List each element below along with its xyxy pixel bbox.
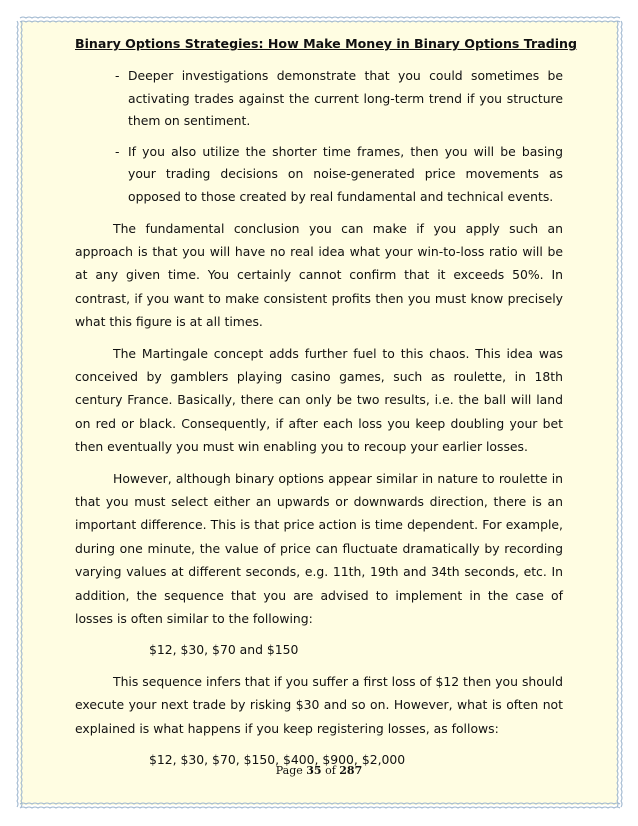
sequence-line: $12, $30, $70, $150, $400, $900, $2,000 <box>149 752 406 768</box>
bullet-item <box>75 141 563 209</box>
document-title: Binary Options Strategies: How Make Money in Binary Options Trading <box>75 36 578 51</box>
document-body <box>75 33 578 780</box>
paragraph: The Martingale concept adds further fuel to this chaos. This idea was conceived by gamblers playing casino games, such as roulette, in 18th century France. Basically, there can only be two results, i.e. the ball will land on red or black. Consequently, if after each loss you keep doubling your bet then eventually you must win enabling you to recoup your earlier losses. <box>75 345 563 455</box>
paragraph: However, although binary options appear similar in nature to roulette in that you must select either an upwards or downwards direction, there is an important difference. This is that price action is time dependent. For example, during one minute, the value of price can fluctuate dramatically by recording varying values at different seconds, e.g. 11th, 19th and 34th seconds, etc. In addition, the sequence that you are advised to implement in the case of losses is often similar to the following: <box>75 470 563 627</box>
paragraph: This sequence infers that if you suffer a first loss of $12 then you should execute your next trade by risking $30 and so on. However, what is often not explained is what happens if you keep registering losses, as follows: <box>75 673 563 736</box>
footer-page-number: 35 <box>306 764 322 777</box>
page-footer <box>0 764 638 777</box>
bullet-marker: - <box>115 143 120 159</box>
bullet-text: Deeper investigations demonstrate that you could sometimes be activating trades against the current long-term trend if you structure them on sentiment. <box>128 68 563 129</box>
sequence-line: $12, $30, $70 and $150 <box>149 642 299 658</box>
footer-page-prefix: Page <box>275 764 303 777</box>
bullet-marker: - <box>115 68 120 83</box>
footer-of: of <box>325 764 336 777</box>
bullet-item <box>75 65 563 133</box>
paragraph: The fundamental conclusion you can make if you apply such an approach is that you will have no real idea what your win-to-loss ratio will be at any given time. You certainly cannot confirm that it exceeds 50%. In contrast, if you want to make consistent profits then you must know precisely what this figure is at all times. <box>75 220 563 330</box>
footer-page-total: 287 <box>339 764 363 777</box>
bullet-text: If you also utilize the shorter time frames, then you will be basing your trading decisions on noise-generated price movements as opposed to those created by real fundamental and technical events. <box>128 143 563 204</box>
